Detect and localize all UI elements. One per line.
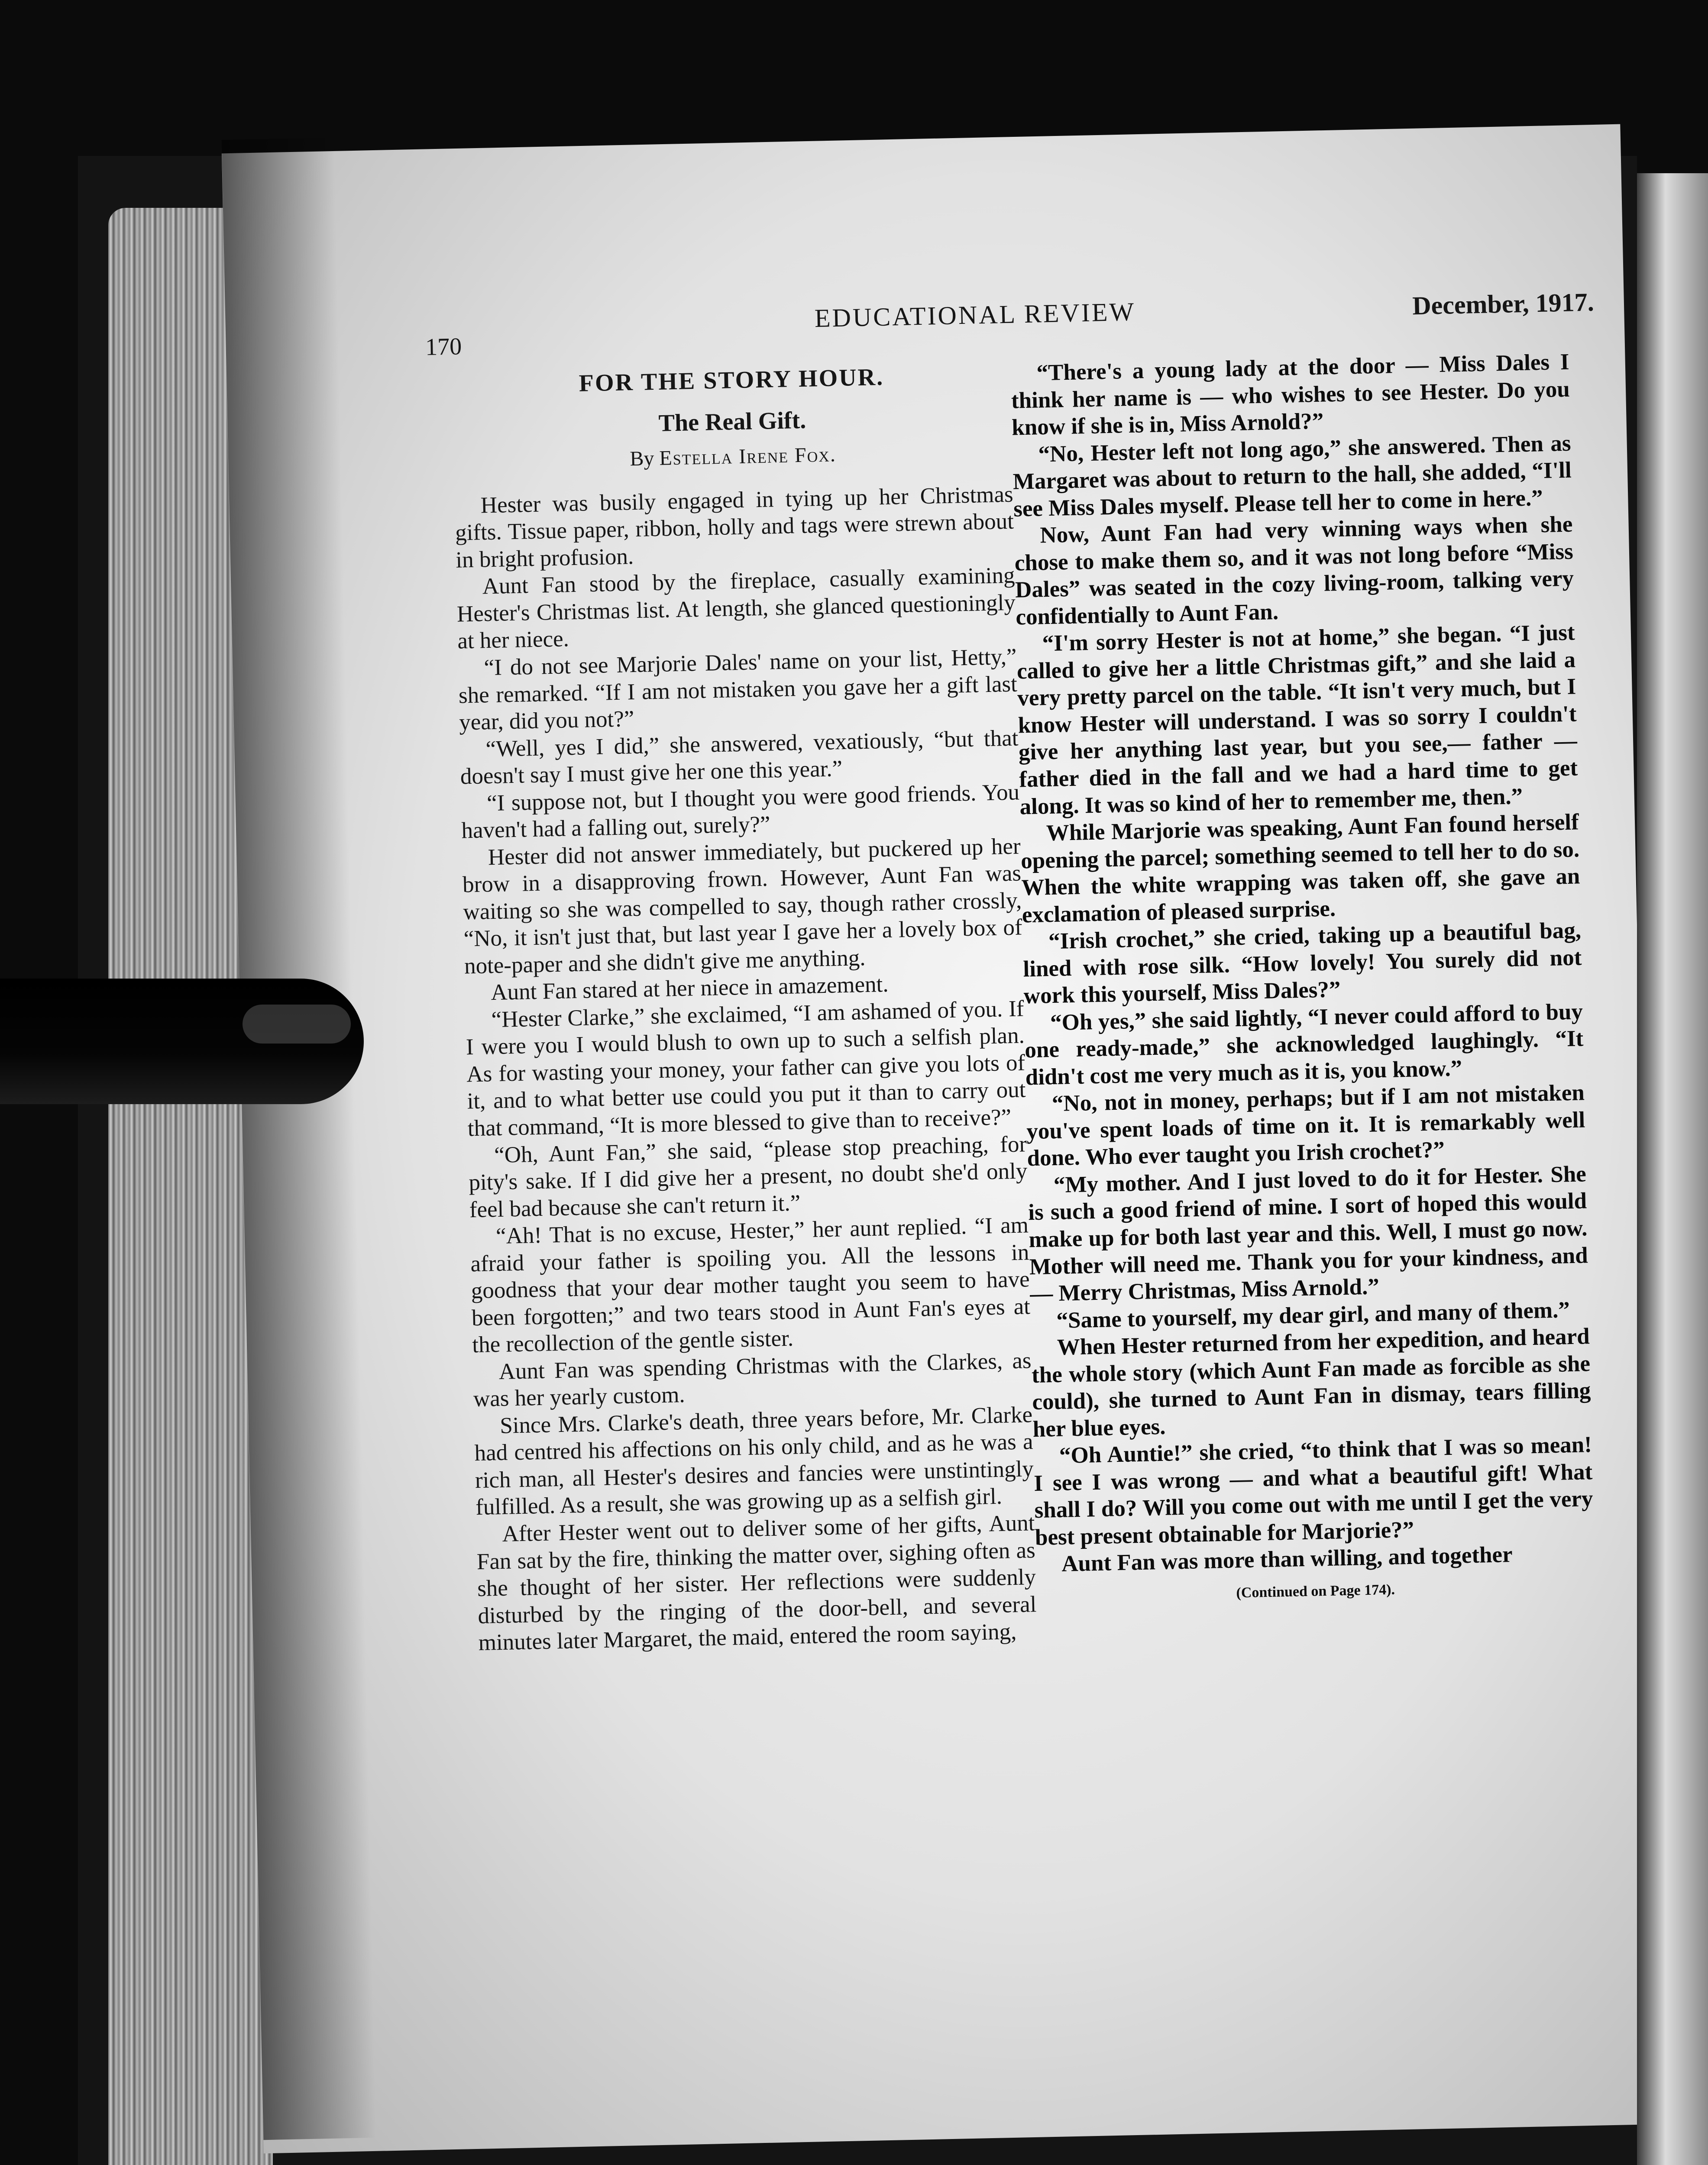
finger-highlight bbox=[243, 1005, 351, 1044]
paragraph: When Hester returned from her expedition, and heard the whole story (which Aunt Fan made as forcible as she could), she turned to Aunt Fan in dismay, tears filling her blue eyes. bbox=[1031, 1324, 1591, 1442]
byline bbox=[453, 439, 1013, 475]
paragraph: Now, Aunt Fan had very winning ways when she chose to make them so, and it was not long before “Miss Dales” was seated in the cozy living-room, talking very confidentially to Aunt Fan. bbox=[1014, 511, 1574, 630]
paragraph: Hester did not answer immediately, but puckered up her brow in a disapproving frown. However, Aunt Fan was waiting so she was compelled to say, though rather crossly, “No, it isn't just that, but last year I gave her a lovely box of note-paper and she didn't give me anything. bbox=[462, 834, 1023, 979]
byline-prefix: By bbox=[629, 447, 654, 471]
paragraph: “Hester Clarke,” she exclaimed, “I am ashamed of you. If I were you I would blush to own up to such a selfish plan. As for wasting your money, your father can give you lots of it, and to what better use could you put it than to carry out that command, “It is more blessed to give than to receive?” bbox=[466, 996, 1026, 1141]
paragraph: “Same to yourself, my dear girl, and many of them.” bbox=[1056, 1297, 1570, 1333]
paragraph: “Irish crochet,” she cried, taking up a beautiful bag, lined with rose silk. “How lovely! You surely did not work this yourself, Miss Dales?” bbox=[1022, 918, 1582, 1009]
paragraph: “There's a young lady at the door — Miss Dales I think her name is — who wishes to see Hester. Do you know if she is in, Miss Arnold?” bbox=[1011, 349, 1570, 440]
issue-date: December, 1917. bbox=[1412, 288, 1595, 320]
author-name: Estella Irene Fox. bbox=[659, 443, 837, 470]
paragraph: “My mother. And I just loved to do it for Hester. She is such a good friend of mine. I sort of hoped this would make up for both last year and this. Well, I must go now. Mother will need me. Thank you for your kindness, and — Merry Christmas, Miss Arnold.” bbox=[1028, 1161, 1588, 1307]
paragraph: Aunt Fan stared at her niece in amazement. bbox=[490, 972, 889, 1005]
paragraph: “No, Hester left not long ago,” she answered. Then as Margaret was about to return to the hall, she added, “I'll see Miss Dales myself. Please tell her to come in here.” bbox=[1013, 430, 1572, 522]
paragraph: “Well, yes I did,” she answered, vexatiously, “but that doesn't say I must give her one this year.” bbox=[460, 725, 1019, 789]
paragraph: Aunt Fan stood by the fireplace, casually examining Hester's Christmas list. At length, she glanced questioningly at her niece. bbox=[456, 562, 1016, 654]
paragraph: While Marjorie was speaking, Aunt Fan found herself opening the parcel; something seemed to tell her to do so. When the white wrapping was taken off, she gave an exclamation of pleased surprise. bbox=[1020, 809, 1580, 928]
page-number: 170 bbox=[425, 333, 462, 361]
paragraph: “I do not see Marjorie Dales' name on your list, Hetty,” she remarked. “If I am not mistaken you gave her a gift last year, did you not?” bbox=[458, 644, 1018, 735]
paragraph: “No, not in money, perhaps; but if I am not mistaken you've spent loads of time on it. It is remarkably well done. Who ever taught you Irish crochet?” bbox=[1026, 1080, 1585, 1171]
facing-page-edge bbox=[1637, 173, 1708, 2165]
continued-note: (Continued on Page 174). bbox=[1236, 1581, 1395, 1601]
paragraph: “Oh, Aunt Fan,” she said, “please stop preaching, for pity's sake. If I did give her a present, no doubt she'd only feel bad because she can't return it.” bbox=[468, 1131, 1028, 1222]
paragraph: After Hester went out to deliver some of her gifts, Aunt Fan sat by the fire, thinking the matter over, sighing often as she thought of her sister. Her reflections were suddenly disturbed by the ringing of the door-bell, and several minutes later Margaret, the maid, entered the room saying, bbox=[476, 1510, 1037, 1656]
journal-title: EDUCATIONAL REVIEW bbox=[814, 297, 1136, 333]
paragraph: Aunt Fan was more than willing, and together bbox=[1061, 1542, 1513, 1577]
paragraph: Hester was busily engaged in tying up her Christmas gifts. Tissue paper, ribbon, holly and tags were strewn about in bright profusion. bbox=[455, 481, 1014, 573]
paragraph: “Ah! That is no excuse, Hester,” her aunt replied. “I am afraid your father is spoiling you. All the lessons in goodness that your dear mother taught you seem to have been forgotten;” and two tears stood in Aunt Fan's eyes at the recollection of the gentle sister. bbox=[470, 1212, 1031, 1358]
page-content bbox=[424, 278, 1630, 2078]
paragraph: “Oh yes,” she said lightly, “I never could afford to buy one ready-made,” she acknowledged laughingly. “It didn't cost me very much as it is, you know.” bbox=[1024, 999, 1584, 1090]
paragraph: Aunt Fan was spending Christmas with the Clarkes, as was her yearly custom. bbox=[473, 1347, 1032, 1412]
story-title: The Real Gift. bbox=[658, 407, 806, 437]
section-title: FOR THE STORY HOUR. bbox=[579, 363, 884, 397]
paragraph: “Oh Auntie!” she cried, “to think that I was so mean! I see I was wrong — and what a beautiful gift! What shall I do? Will you come out with me until I get the very best present obtainable for Marjorie?” bbox=[1033, 1432, 1594, 1550]
paragraph: “I suppose not, but I thought you were good friends. You haven't had a falling out, surely?” bbox=[461, 779, 1020, 843]
left-column bbox=[452, 360, 1037, 1657]
paragraph: “I'm sorry Hester is not at home,” she began. “I just called to give her a little Christmas gift,” and she laid a very pretty parcel on the table. “It isn't very much, but I know Hester will understand. I was so sorry I couldn't give her anything last year, but you see,— father — father died in the fall and we had a hard time to get along. It was so kind of her to remember me, then.” bbox=[1016, 620, 1578, 819]
paragraph: Since Mrs. Clarke's death, three years before, Mr. Clarke had centred his affections on his only child, and as he was a rich man, all Hester's desires and fancies were unstintingly fulfilled. As a result, she was growing up as a selfish girl. bbox=[474, 1402, 1034, 1520]
right-column bbox=[1010, 349, 1595, 1606]
